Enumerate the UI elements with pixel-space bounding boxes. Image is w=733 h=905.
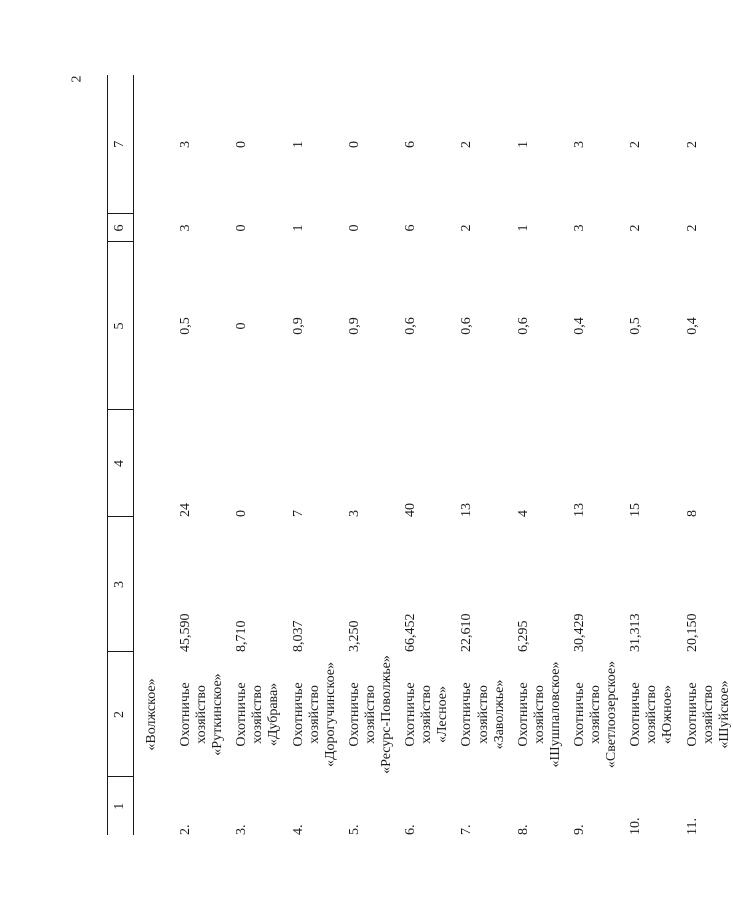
cell-col4: 13 <box>571 503 587 517</box>
row-number: 8. <box>515 824 531 835</box>
cell-col6: 3 <box>178 224 193 232</box>
page-number: 2 <box>69 75 85 83</box>
cell-col6: 2 <box>459 224 475 232</box>
farm-name: Охотничье хозяйство «Руткинское» <box>178 673 226 756</box>
cell-col5: 0,6 <box>515 317 531 335</box>
cell-col7: 0 <box>346 141 362 148</box>
farm-name: Охотничье хозяйство «Ресурс-Поволжье» <box>346 655 395 774</box>
column-header-3: 3 <box>108 517 134 652</box>
table-row <box>451 75 507 835</box>
table-row <box>508 75 564 835</box>
cell-col5: 0,4 <box>684 317 700 335</box>
cell-col3: 3,250 <box>346 620 362 652</box>
column-header-4: 4 <box>108 410 134 517</box>
cell-col3: 45,590 <box>178 613 193 652</box>
rotated-table-container <box>107 65 732 835</box>
cell-col4: 7 <box>290 510 306 517</box>
column-header-6: 6 <box>108 214 134 242</box>
table-row <box>226 75 282 835</box>
cell-col3: 31,313 <box>628 613 644 652</box>
cell-col5: 0,9 <box>290 317 306 335</box>
cell-col6: 3 <box>571 224 587 232</box>
cell-col7: 3 <box>178 141 193 148</box>
row-number: 7. <box>459 824 475 835</box>
table-row <box>395 75 451 835</box>
row-number: 11. <box>684 818 700 835</box>
cell-col3: 22,610 <box>459 613 475 652</box>
column-header-5: 5 <box>108 242 134 410</box>
farm-name: Охотничье хозяйство «Светлоозерское» <box>571 660 620 769</box>
column-header-7: 7 <box>108 75 134 214</box>
table-row <box>170 75 226 835</box>
cell-col3: 30,429 <box>571 613 587 652</box>
cell-col6: 0 <box>346 224 362 232</box>
cell-col7: 0 <box>234 141 250 148</box>
cell-col4: 15 <box>628 503 644 517</box>
table-row <box>283 75 339 835</box>
farm-name: Охотничье хозяйство «Шушпаловское» <box>515 661 563 768</box>
cell-col3: 66,452 <box>403 613 419 652</box>
farm-name: Охотничье хозяйство «Шуйское» <box>684 680 732 749</box>
cell-col5: 0,6 <box>459 317 475 335</box>
cell-col6: 2 <box>628 224 644 232</box>
farm-name: Охотничье хозяйство «Лесное» <box>403 682 451 747</box>
cell-col7: 1 <box>515 141 531 148</box>
cell-col3: 6,295 <box>515 620 531 652</box>
row-number: 10. <box>628 817 644 835</box>
cell-col5: 0,9 <box>346 317 362 335</box>
cell-col7: 3 <box>571 141 587 148</box>
column-header-2: 2 <box>108 652 134 777</box>
hunting-farms-table <box>107 75 733 835</box>
table-row <box>620 75 676 835</box>
farm-name: Охотничье хозяйство «Дорогучинское» <box>290 662 338 768</box>
cell-col3: 8,037 <box>290 620 306 652</box>
column-header-1: 1 <box>112 802 128 810</box>
cell-col7: 2 <box>628 141 644 148</box>
cell-col6: 0 <box>234 224 250 232</box>
cell-col4: 13 <box>459 503 475 517</box>
carryover-name: «Волжское» <box>144 678 159 751</box>
cell-col7: 1 <box>290 141 306 148</box>
row-number: 2. <box>178 824 193 835</box>
row-number: 9. <box>571 824 587 835</box>
cell-col3: 8,710 <box>234 620 250 652</box>
row-number: 3. <box>234 824 250 835</box>
row-number: 5. <box>346 824 362 835</box>
cell-col7: 6 <box>403 141 419 148</box>
header-row <box>108 75 134 835</box>
cell-col5: 0 <box>234 322 250 330</box>
farm-name: Охотничье хозяйство «Дубрава» <box>234 682 282 747</box>
cell-col5: 0,5 <box>178 317 193 335</box>
cell-col4: 40 <box>403 503 419 517</box>
cell-col6: 6 <box>403 224 419 232</box>
cell-col7: 2 <box>684 141 700 148</box>
cell-col6: 2 <box>684 224 700 232</box>
cell-col4: 0 <box>234 510 250 517</box>
cell-col6: 1 <box>290 224 306 232</box>
carryover-row <box>134 75 171 835</box>
cell-col5: 0,5 <box>628 317 644 335</box>
row-number: 4. <box>290 824 306 835</box>
farm-name: Охотничье хозяйство «Южное» <box>628 682 676 747</box>
cell-col4: 24 <box>178 503 193 517</box>
cell-col5: 0,4 <box>571 317 587 335</box>
cell-col7: 2 <box>459 141 475 148</box>
cell-col5: 0,6 <box>403 317 419 335</box>
cell-col3: 20,150 <box>684 613 700 652</box>
table-row <box>339 75 395 835</box>
farm-name: Охотничье хозяйство «Заволжье» <box>459 679 507 750</box>
cell-col4: 4 <box>515 510 531 517</box>
cell-col6: 1 <box>515 224 531 232</box>
row-number: 6. <box>403 824 419 835</box>
table-row <box>564 75 620 835</box>
table-row <box>677 75 733 835</box>
cell-col4: 8 <box>684 510 700 517</box>
cell-col4: 3 <box>346 510 362 517</box>
